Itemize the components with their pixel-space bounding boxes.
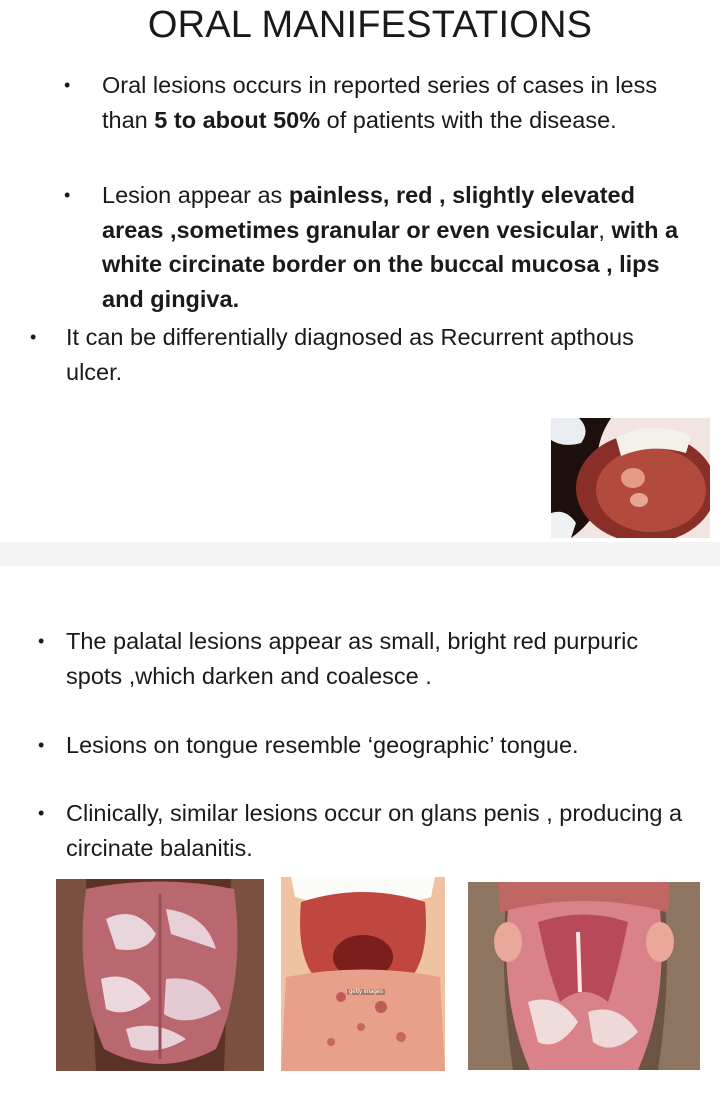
geographic-tongue-photo-2 xyxy=(468,882,700,1070)
bullet-circinate-balanitis xyxy=(38,796,698,865)
bullet-incidence xyxy=(64,68,664,137)
bullet-lesion-appearance xyxy=(64,178,684,316)
bullet-text: Lesions on tongue resemble ‘geographic’ tongue. xyxy=(66,732,579,758)
bullet-text: Clinically, similar lesions occur on glans penis , producing a circinate balanitis. xyxy=(66,800,683,861)
bullet-text: The palatal lesions appear as small, bright red purpuric spots ,which darken and coalesce . xyxy=(66,628,639,689)
bullet-differential-diagnosis xyxy=(30,320,670,389)
palatal-lesions-photo xyxy=(281,877,445,1071)
bullet-dot: • xyxy=(38,803,45,823)
bullet-text: Oral lesions occurs in reported series of cases in less than 5 to about 50% of patients with the disease. xyxy=(102,72,658,133)
buccal-mucosa-photo xyxy=(551,418,710,538)
bullet-text: Lesion appear as painless, red , slightly elevated areas ,sometimes granular or even vesicular, with a white circinate border on the buccal mucosa , lips and gingiva. xyxy=(102,182,679,312)
slide-title: ORAL MANIFESTATIONS xyxy=(147,4,593,46)
bullet-dot: • xyxy=(64,185,71,205)
slide-oral-manifestations xyxy=(0,0,720,542)
bullet-palatal-lesions xyxy=(38,624,698,693)
slide-lesion-sites xyxy=(0,566,720,1104)
bullet-dot: • xyxy=(38,631,45,651)
stock-watermark: getty images xyxy=(349,989,384,995)
bullet-tongue-lesions xyxy=(38,728,698,763)
geographic-tongue-photo xyxy=(56,879,264,1071)
bullet-text: It can be differentially diagnosed as Recurrent apthous ulcer. xyxy=(66,324,634,385)
bullet-dot: • xyxy=(38,735,45,755)
bullet-dot: • xyxy=(64,75,71,95)
bullet-dot: • xyxy=(30,327,37,347)
